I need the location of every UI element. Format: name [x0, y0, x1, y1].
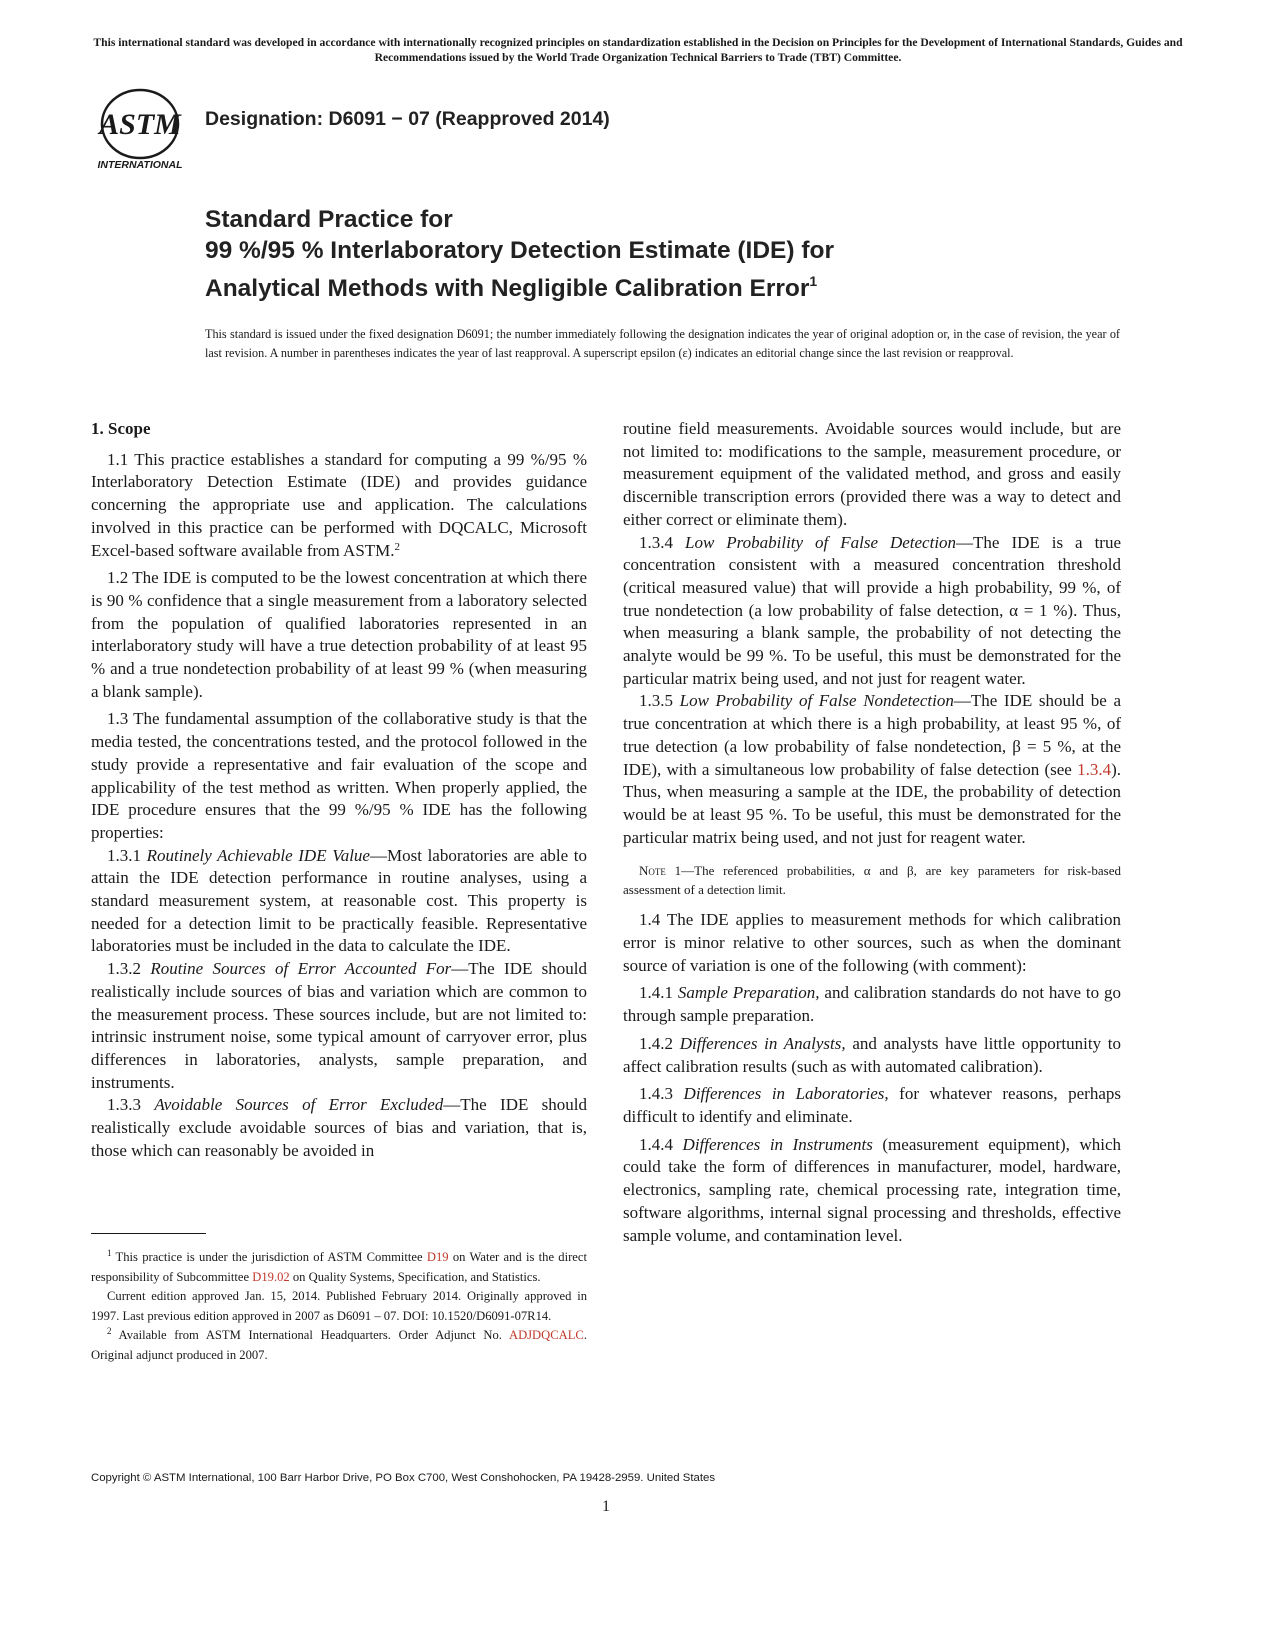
para-1-3-5: 1.3.5 Low Probability of False Nondetection—The IDE should be a true concentration at which there is a high probability, at least 95 %, of true detection (a low probability of false nondetection, β = 5 %, at the IDE), with a simultaneous low probability of false detection (see 1.3.4). Thus, when measuring a sample at the IDE, the probability of detection would be at least 95 %. To be useful, this must be demonstrated for the particular matrix being used, and not just for reagent water. — [623, 691, 1121, 847]
footnote-ref-2[interactable]: 2 — [394, 540, 401, 553]
title-line-3: Analytical Methods with Negligible Calibration Error$^1$ — [205, 273, 818, 302]
para-1-1: 1.1 This practice establishes a standard for computing a 99 %/95 % Interlaboratory Detection Estimate (IDE) and provides guidance concerning the appropriate use and application. The calculations involved in this practice can be performed with DQCALC, Microsoft Excel-based software available from ASTM.$^2$ — [91, 449, 587, 560]
issue-note: This standard is issued under the fixed designation D6091; the number immediately following the designation indicates the year of original adoption or, in the case of revision, the year of last revision. A number in parentheses indicates the year of last reapproval. A superscript epsilon (ε) indicates an editorial change since the last revision or reapproval. — [205, 327, 1120, 360]
para-1-3-1: 1.3.1 Routinely Achievable IDE Value—Most laboratories are able to attain the IDE detection performance in routine analyses, using a standard measurement system, at reasonable cost. This property is needed for a detection limit to be practically feasible. Representative laboratories must be included in the data to calculate the IDE. — [91, 845, 587, 956]
para-1-3-3-continued: routine field measurements. Avoidable sources would include, but are not limited to: modifications to the sample, measurement procedure, or measurement equipment of the validated method, and gross and easily discernible transcription errors (provided there was a way to detect and either correct or eliminate them). — [623, 419, 1121, 529]
para-1-3-2: 1.3.2 Routine Sources of Error Accounted For—The IDE should realistically include sources of bias and variation which are common to the measurement process. These sources include, but are not limited to: intrinsic instrument noise, some typical amount of carryover error, plus differences in laboratories, analysts, sample preparation, and instruments. — [91, 959, 588, 1092]
para-1-4-1: 1.4.1 Sample Preparation, and calibration standards do not have to go through sample preparation. — [623, 983, 1121, 1026]
title-line-2: 99 %/95 % Interlaboratory Detection Estimate (IDE) for — [205, 237, 834, 264]
para-1-2: 1.2 The IDE is computed to be the lowest concentration at which there is 90 % confidence that a single measurement from a laboratory selected from the population of qualified laboratories represented in an interlaboratory study will have a true detection probability of at least 95 % and a true nondetection probability of at least 99 % (when measuring a blank sample). — [91, 568, 587, 701]
section-heading-scope: 1. Scope — [91, 419, 151, 438]
para-1-4-2: 1.4.2 Differences in Analysts, and analysts have little opportunity to affect calibration results (such as with automated calibration). — [623, 1033, 1121, 1076]
designation: Designation: D6091 − 07 (Reapproved 2014) — [205, 108, 610, 130]
title-line-1: Standard Practice for — [205, 206, 453, 233]
right-column — [623, 418, 1121, 1252]
document-title — [205, 204, 1185, 304]
para-1-3-4: 1.3.4 Low Probability of False Detection—The IDE is a true concentration consistent with a measured concentration threshold (critical measured value) that will provide a high probability, 99 %, of true nondetection (a low probability of false detection, α = 1 %). Thus, when measuring a blank sample, the probability of not detecting the analyte would be 99 %. To be useful, this must be demonstrated for the particular matrix being used, and not just for reagent water. — [623, 532, 1121, 688]
edition-note: Current edition approved Jan. 15, 2014. Published February 2014. Originally approved in 1997. Last previous edition approved in 2007 as D6091 – 07. DOI: 10.1520/D6091-07R14. — [91, 1289, 587, 1323]
logo-subtitle: INTERNATIONAL — [97, 159, 183, 171]
para-1-3: 1.3 The fundamental assumption of the collaborative study is that the media tested, the concentrations tested, and the protocol followed in the study provide a representative and fair evaluation of the scope and applicability of the test method as written. When properly applied, the IDE procedure ensures that the 99 %/95 % IDE has the following properties: — [91, 709, 587, 842]
title-footnote-mark[interactable]: 1 — [809, 273, 818, 289]
link-1-3-4[interactable]: 1.3.4 — [1077, 759, 1112, 779]
footnote-divider — [91, 1233, 206, 1234]
link-d19[interactable]: D19 — [426, 1250, 449, 1264]
left-column — [91, 418, 587, 1163]
link-d19-02[interactable]: D19.02 — [252, 1269, 290, 1284]
footnotes — [91, 1248, 587, 1365]
logo-text: ASTM — [99, 108, 181, 141]
footnote-1: $^1$ This practice is under the jurisdiction of ASTM Committee D19 on Water and is the direct responsibility of Subcommittee D19.02 on Quality Systems, Specification, and Statistics. — [91, 1248, 587, 1284]
note-1: Note 1—The referenced probabilities, α and β, are key parameters for risk-based assessment of a detection limit. — [623, 863, 1121, 898]
page-number: 1 — [602, 1498, 610, 1515]
footnote-2: $^2$ Available from ASTM International Headquarters. Order Adjunct No. ADJDQCALC. Original adjunct produced in 2007. — [91, 1326, 587, 1362]
para-1-4-4: 1.4.4 Differences in Instruments (measurement equipment), which could take the form of differences in manufacturer, model, hardware, electronics, sampling rate, chemical processing rate, integration time, software algorithms, internal signal processing and thresholds, effective sample volume, and contamination level. — [623, 1134, 1121, 1245]
para-1-4-3: 1.4.3 Differences in Laboratories, for whatever reasons, perhaps difficult to identify and eliminate. — [623, 1084, 1121, 1126]
para-1-3-3: 1.3.3 Avoidable Sources of Error Excluded—The IDE should realistically exclude avoidable sources of bias and variation, that is, those which can reasonably be avoided in — [91, 1095, 588, 1160]
copyright: Copyright © ASTM International, 100 Barr Harbor Drive, PO Box C700, West Conshohocken, PA 19428-2959. United States — [91, 1472, 716, 1484]
para-1-4: 1.4 The IDE applies to measurement methods for which calibration error is minor relative to other sources, such as when the dominant source of variation is one of the following (with comment): — [623, 910, 1121, 975]
link-adjdqcalc[interactable]: ADJDQCALC — [508, 1328, 584, 1342]
astm-logo — [88, 86, 198, 172]
wto-notice: This international standard was developed in accordance with internationally recognized principles on standardization established in the Decision on Principles for the Development of International Standards, Guides and Recommendations issued by the World Trade Organization Technical Barriers to Trade (TBT) Committee. — [93, 36, 1183, 64]
